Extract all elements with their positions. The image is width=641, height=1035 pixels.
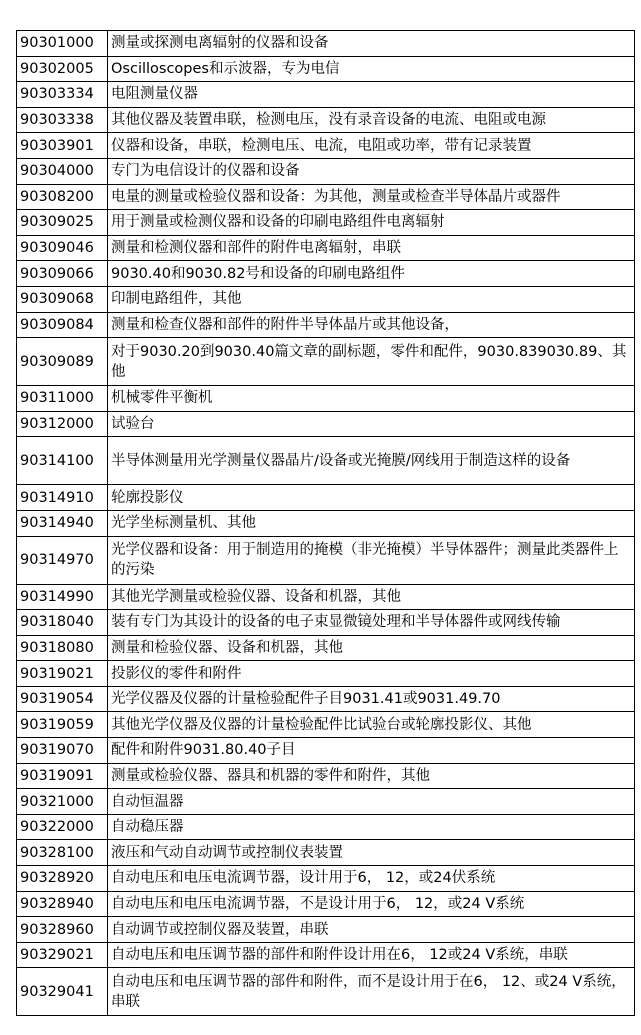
description-cell: 自动恒温器 [108, 789, 635, 815]
hs-code-cell: 90318080 [17, 635, 108, 661]
hs-code-cell: 90314910 [17, 485, 108, 511]
table-row [17, 485, 635, 511]
table-row [17, 712, 635, 738]
table-row [17, 158, 635, 184]
description-cell: 光学仪器和设备：用于制造用的掩模（非光掩模）半导体器件；测量此类器件上的污染 [108, 536, 635, 584]
description-cell: 测量和检验仪器、设备和机器，其他 [108, 635, 635, 661]
hs-code-cell: 90309089 [17, 338, 108, 386]
description-cell: 自动电压和电压调节器的部件和附件设计用在6， 12或24 V系统，串联 [108, 942, 635, 968]
description-cell: 电阻测量仪器 [108, 82, 635, 108]
hs-code-cell: 90314100 [17, 437, 108, 485]
hs-code-cell: 90309046 [17, 235, 108, 261]
table-row [17, 917, 635, 943]
table-row [17, 411, 635, 437]
table-row [17, 610, 635, 636]
hs-code-cell: 90328960 [17, 917, 108, 943]
hs-code-cell: 90303334 [17, 82, 108, 108]
table-row [17, 584, 635, 610]
description-cell: 电量的测量或检验仪器和设备：为其他，测量或检查半导体晶片或器件 [108, 184, 635, 210]
hs-code-cell: 90302005 [17, 56, 108, 82]
description-cell: 印制电路组件，其他 [108, 286, 635, 312]
description-cell: Oscilloscopes和示波器，专为电信 [108, 56, 635, 82]
table-row [17, 968, 635, 1016]
description-cell: 半导体测量用光学测量仪器晶片/设备或光掩膜/网线用于制造这样的设备 [108, 437, 635, 485]
description-cell: 机械零件平衡机 [108, 386, 635, 412]
hs-code-cell: 90301000 [17, 31, 108, 57]
description-cell: 9030.40和9030.82号和设备的印刷电路组件 [108, 261, 635, 287]
hs-code-cell: 90329021 [17, 942, 108, 968]
description-cell: 自动电压和电压电流调节器，设计用于6， 12，或24伏系统 [108, 866, 635, 892]
table-row [17, 133, 635, 159]
table-row [17, 635, 635, 661]
description-cell: 光学仪器及仪器的计量检验配件子目9031.41或9031.49.70 [108, 686, 635, 712]
table-row [17, 686, 635, 712]
description-cell: 测量或探测电离辐射的仪器和设备 [108, 31, 635, 57]
description-cell: 对于9030.20到9030.40篇文章的副标题，零件和配件，9030.839030.89、其他 [108, 338, 635, 386]
table-row [17, 866, 635, 892]
hs-code-cell: 90329041 [17, 968, 108, 1016]
description-cell: 试验台 [108, 411, 635, 437]
description-cell: 测量或检验仪器、器具和机器的零件和附件，其他 [108, 763, 635, 789]
hs-code-cell: 90319021 [17, 661, 108, 687]
hs-code-cell: 90314940 [17, 510, 108, 536]
description-cell: 投影仪的零件和附件 [108, 661, 635, 687]
table-row [17, 235, 635, 261]
table-row [17, 661, 635, 687]
hs-code-cell: 90304000 [17, 158, 108, 184]
hs-code-cell: 90328940 [17, 891, 108, 917]
description-cell: 其他光学仪器及仪器的计量检验配件比试验台或轮廓投影仪、其他 [108, 712, 635, 738]
table-row [17, 338, 635, 386]
table-row [17, 312, 635, 338]
hs-code-cell: 90322000 [17, 814, 108, 840]
description-cell: 轮廓投影仪 [108, 485, 635, 511]
description-cell: 自动电压和电压调节器的部件和附件，而不是设计用于在6， 12、或24 V系统，串联 [108, 968, 635, 1016]
hs-code-cell: 90309066 [17, 261, 108, 287]
table-body [17, 31, 635, 1016]
table-row [17, 789, 635, 815]
hs-code-cell: 90303901 [17, 133, 108, 159]
hs-code-cell: 90319070 [17, 738, 108, 764]
hs-code-cell: 90308200 [17, 184, 108, 210]
description-cell: 配件和附件9031.80.40子目 [108, 738, 635, 764]
hs-code-cell: 90312000 [17, 411, 108, 437]
hs-code-cell: 90328100 [17, 840, 108, 866]
table-row [17, 942, 635, 968]
hs-code-cell: 90309084 [17, 312, 108, 338]
description-cell: 液压和气动自动调节或控制仪表装置 [108, 840, 635, 866]
table-row [17, 891, 635, 917]
description-cell: 光学坐标测量机、其他 [108, 510, 635, 536]
hs-code-cell: 90311000 [17, 386, 108, 412]
tariff-code-table [16, 30, 635, 1016]
table-row [17, 763, 635, 789]
hs-code-cell: 90319054 [17, 686, 108, 712]
table-row [17, 386, 635, 412]
hs-code-cell: 90318040 [17, 610, 108, 636]
description-cell: 其他光学测量或检验仪器、设备和机器，其他 [108, 584, 635, 610]
hs-code-cell: 90309025 [17, 210, 108, 236]
description-cell: 自动调节或控制仪器及装置，串联 [108, 917, 635, 943]
table-row [17, 437, 635, 485]
table-row [17, 56, 635, 82]
table-row [17, 510, 635, 536]
hs-code-cell: 90319059 [17, 712, 108, 738]
description-cell: 装有专门为其设计的设备的电子束显微镜处理和半导体器件或网线传输 [108, 610, 635, 636]
hs-code-cell: 90309068 [17, 286, 108, 312]
description-cell: 测量和检查仪器和部件的附件半导体晶片或其他设备， [108, 312, 635, 338]
table-row [17, 210, 635, 236]
table-row [17, 286, 635, 312]
hs-code-cell: 90319091 [17, 763, 108, 789]
description-cell: 自动电压和电压电流调节器，不是设计用于6， 12，或24 V系统 [108, 891, 635, 917]
table-row [17, 184, 635, 210]
description-cell: 测量和检测仪器和部件的附件电离辐射，串联 [108, 235, 635, 261]
table-row [17, 261, 635, 287]
description-cell: 专门为电信设计的仪器和设备 [108, 158, 635, 184]
table-row [17, 107, 635, 133]
table-row [17, 840, 635, 866]
description-cell: 用于测量或检测仪器和设备的印刷电路组件电离辐射 [108, 210, 635, 236]
hs-code-cell: 90314970 [17, 536, 108, 584]
hs-code-cell: 90321000 [17, 789, 108, 815]
table-row [17, 82, 635, 108]
table-row [17, 814, 635, 840]
table-row [17, 31, 635, 57]
description-cell: 自动稳压器 [108, 814, 635, 840]
table-row [17, 738, 635, 764]
hs-code-cell: 90303338 [17, 107, 108, 133]
table-row [17, 536, 635, 584]
hs-code-cell: 90328920 [17, 866, 108, 892]
description-cell: 其他仪器及装置串联，检测电压，没有录音设备的电流、电阻或电源 [108, 107, 635, 133]
hs-code-cell: 90314990 [17, 584, 108, 610]
description-cell: 仪器和设备，串联，检测电压、电流，电阻或功率，带有记录装置 [108, 133, 635, 159]
